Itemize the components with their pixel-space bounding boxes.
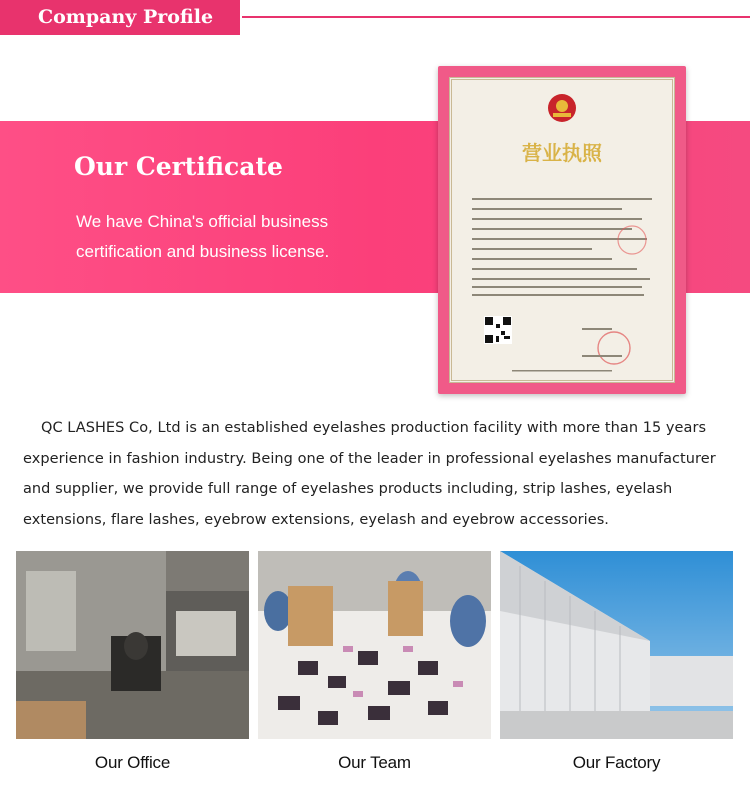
license-paper bbox=[449, 77, 675, 383]
team-photo bbox=[258, 551, 491, 739]
office-caption: Our Office bbox=[94, 753, 171, 772]
section-title: Company Profile bbox=[38, 6, 214, 28]
section-divider bbox=[242, 16, 750, 18]
business-license-image bbox=[438, 66, 686, 394]
certificate-description: We have China's official business certification and business license. bbox=[76, 212, 330, 261]
qr-code-icon bbox=[484, 316, 512, 344]
factory-caption: Our Factory bbox=[572, 753, 661, 772]
factory-photo bbox=[500, 551, 733, 739]
section-title-tab bbox=[0, 0, 240, 35]
office-photo bbox=[16, 551, 249, 739]
team-caption: Our Team bbox=[338, 753, 411, 772]
certificate-title: Our Certificate bbox=[74, 152, 283, 181]
license-drawing bbox=[452, 80, 672, 380]
license-heading: 营业执照 bbox=[522, 141, 602, 165]
company-intro-text: QC LASHES Co, Ltd is an established eyelashes production facility with more than 15 years experience in fashion industry. Being one of the leader in professional eyelashes manufacturer and supplier, we provide full range of eyelashes products including, strip lashes, eyelash extensions, flare lashes, eyebrow extensions, eyelash and eyebrow accessories. bbox=[23, 420, 716, 528]
